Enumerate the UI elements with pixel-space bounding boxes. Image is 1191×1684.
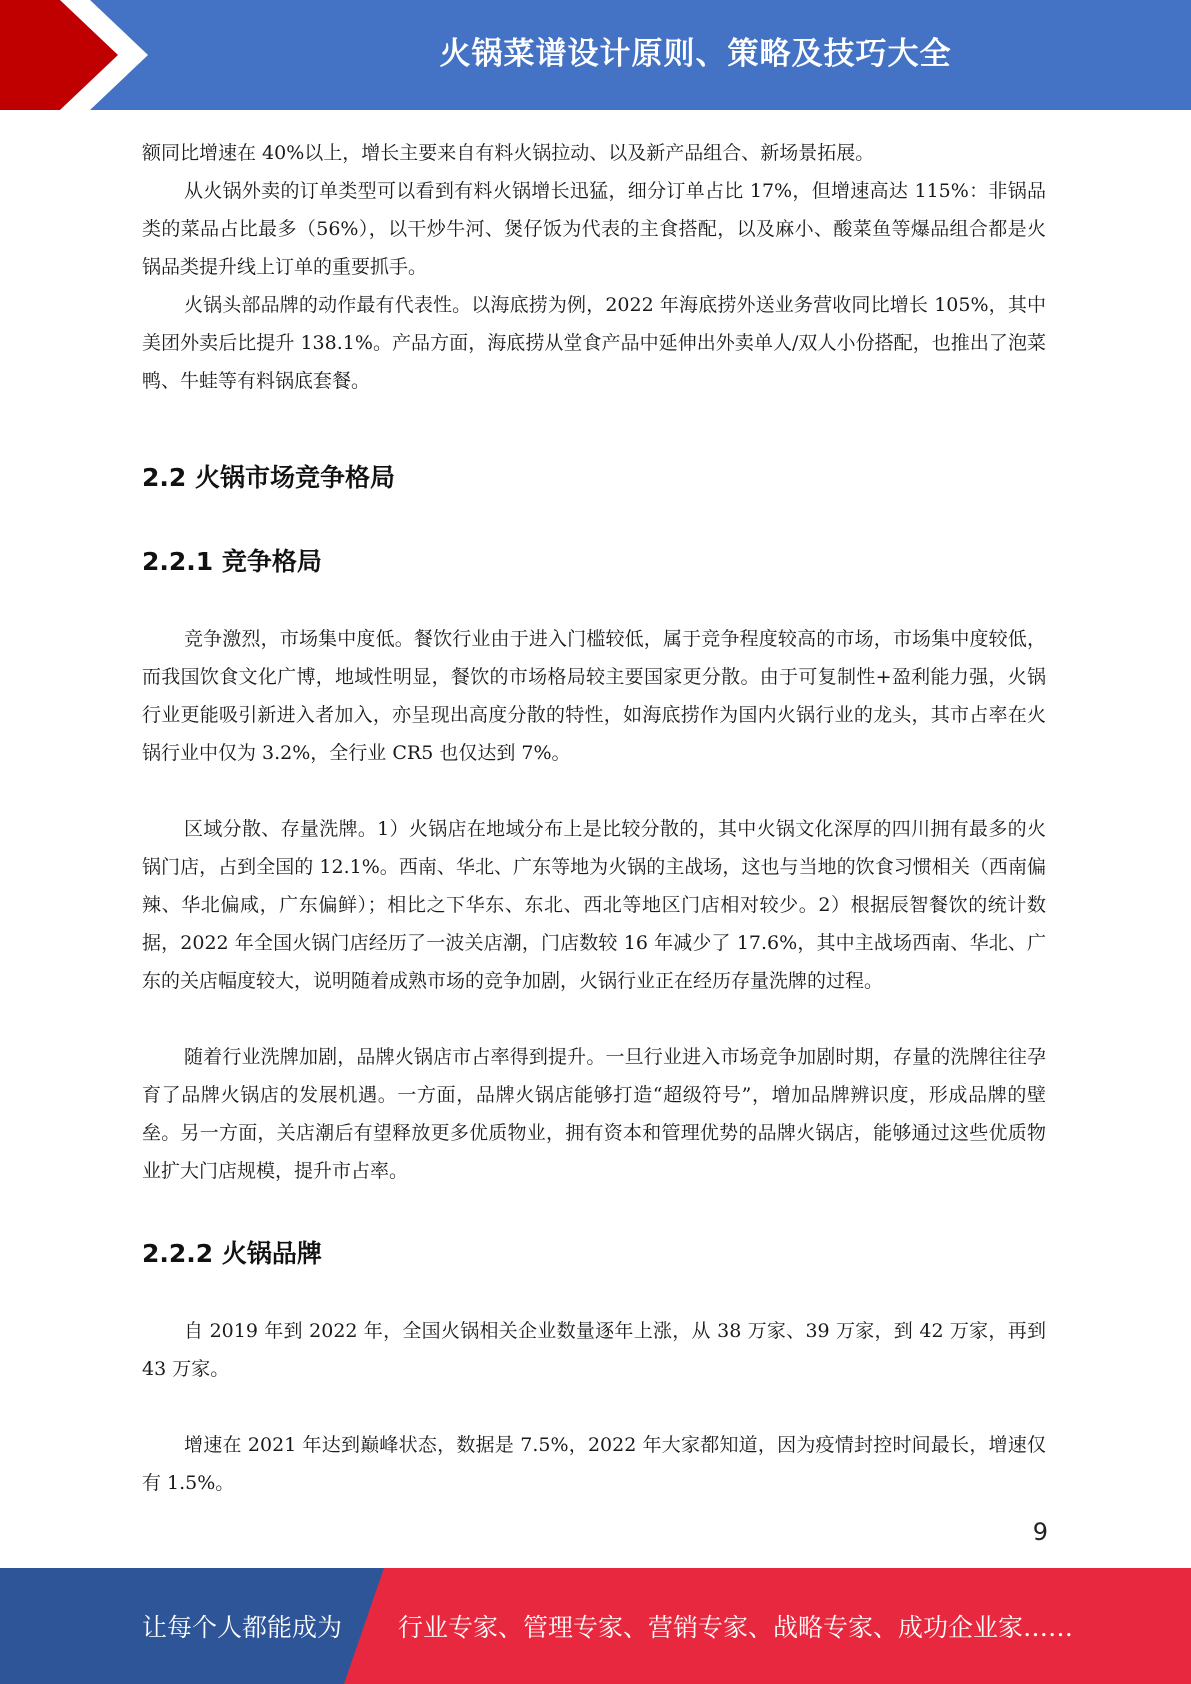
paragraph-competition: 竞争激烈，市场集中度低。餐饮行业由于进入门槛较低，属于竞争程度较高的市场，市场集中度较低，而我国饮食文化广博，地域性明显，餐饮的市场格局较主要国家更分散。由于可复制性+盈利能力强，火锅行业更能吸引新进入者加入，亦呈现出高度分散的特性，如海底捞作为国内火锅行业的龙头，其市占率在火锅行业中仅为 3.2%，全行业 CR5 也仅达到 7%。 (142, 628, 1046, 764)
paragraph-growth-rate: 增速在 2021 年达到巅峰状态，数据是 7.5%，2022 年大家都知道，因为疫情封控时间最长，增速仅有 1.5%。 (142, 1434, 1046, 1494)
main-content (142, 134, 1046, 1502)
paragraph-brand-share: 随着行业洗牌加剧，品牌火锅店市占率得到提升。一旦行业进入市场竞争加剧时期，存量的洗牌往往孕育了品牌火锅店的发展机遇。一方面，品牌火锅店能够打造“超级符号”，增加品牌辨识度，形成品牌的壁垒。另一方面，关店潮后有望释放更多优质物业，拥有资本和管理优势的品牌火锅店，能够通过这些优质物业扩大门店规模，提升市占率。 (142, 1046, 1046, 1182)
section-heading-2-2-2: 2.2.2 火锅品牌 (142, 1239, 322, 1268)
section-heading-2-2-1: 2.2.1 竞争格局 (142, 547, 322, 576)
page-footer (0, 1568, 1191, 1684)
paragraph-continued: 额同比增速在 40%以上，增长主要来自有料火锅拉动、以及新产品组合、新场景拓展。 (142, 142, 875, 164)
document-title: 火锅菜谱设计原则、策略及技巧大全 (439, 35, 952, 72)
header-arrow-decoration (0, 0, 200, 110)
paragraph-delivery-orders: 从火锅外卖的订单类型可以看到有料火锅增长迅猛，细分订单占比 17%，但增速高达 115%：非锅品类的菜品占比最多（56%），以干炒牛河、煲仔饭为代表的主食搭配，以及麻小、酸菜鱼等爆品组合都是火锅品类提升线上订单的重要抓手。 (142, 180, 1046, 278)
paragraph-haidilao-delivery: 火锅头部品牌的动作最有代表性。以海底捞为例，2022 年海底捞外送业务营收同比增长 105%，其中美团外卖后比提升 138.1%。产品方面，海底捞从堂食产品中延伸出外卖单人/双人小份搭配，也推出了泡菜鸭、牛蛙等有料锅底套餐。 (142, 294, 1046, 392)
page-header (0, 0, 1191, 110)
paragraph-company-count: 自 2019 年到 2022 年，全国火锅相关企业数量逐年上涨，从 38 万家、39 万家，到 42 万家，再到 43 万家。 (142, 1320, 1046, 1380)
footer-slogan-left: 让每个人都能成为 (142, 1613, 343, 1642)
section-heading-2-2: 2.2 火锅市场竞争格局 (142, 463, 395, 492)
page-number: 9 (1032, 1518, 1048, 1546)
paragraph-regional: 区域分散、存量洗牌。1）火锅店在地域分布上是比较分散的，其中火锅文化深厚的四川拥有最多的火锅门店，占到全国的 12.1%。西南、华北、广东等地为火锅的主战场，这也与当地的饮食习惯相关（西南偏辣、华北偏咸，广东偏鲜）；相比之下华东、东北、西北等地区门店相对较少。2）根据辰智餐饮的统计数据，2022 年全国火锅门店经历了一波关店潮，门店数较 16 年减少了 17.6%，其中主战场西南、华北、广东的关店幅度较大，说明随着成熟市场的竞争加剧，火锅行业正在经历存量洗牌的过程。 (142, 818, 1046, 992)
footer-slogan-right: 行业专家、管理专家、营销专家、战略专家、成功企业家…… (398, 1613, 1074, 1642)
